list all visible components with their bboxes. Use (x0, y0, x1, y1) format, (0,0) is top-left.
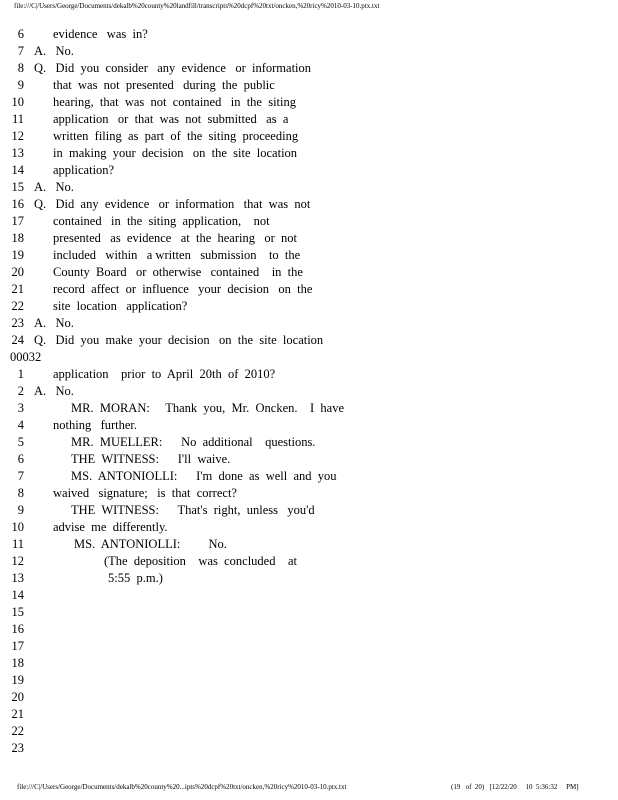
line-text: A. No. (34, 316, 74, 330)
line-number: 23 (11, 741, 24, 755)
line-text: A. No. (34, 44, 74, 58)
line-number: 22 (11, 299, 24, 313)
line-number: 16 (11, 197, 24, 211)
line-text: nothing further. (53, 418, 138, 432)
line-number: 15 (11, 605, 24, 619)
line-number: 11 (11, 537, 24, 551)
line-number: 21 (11, 282, 24, 296)
line-number: 7 (17, 469, 24, 483)
line-text: included within a written submission to the (53, 248, 301, 262)
line-text: record affect or influence your decision on the (53, 282, 313, 296)
line-number: 8 (17, 61, 24, 75)
line-number: 5 (17, 435, 24, 449)
line-number: 9 (17, 503, 24, 517)
line-text: MS. ANTONIOLLI: No. (74, 537, 227, 551)
line-text: application prior to April 20th of 2010? (53, 367, 276, 381)
line-number: 11 (11, 112, 24, 126)
line-text: that was not presented during the public (53, 78, 275, 92)
line-number: 24 (11, 333, 24, 347)
line-text: (The deposition was concluded at (104, 554, 298, 568)
line-text: contained in the siting application, not (53, 214, 270, 228)
file-path-header: file:///C|/Users/George/Documents/dekalb%20county%20landfill/transcripts%20dcpf%20txt/oncken,%20ricy%2010-03-10.ptx.txt (14, 2, 380, 10)
line-number: 20 (11, 265, 24, 279)
line-number: 1 (17, 367, 24, 381)
line-text: waived signature; is that correct? (53, 486, 237, 500)
footer-page-info: (19 of 20) [12/22/20 10 5:36:32 PM] (451, 783, 579, 791)
line-text: presented as evidence at the hearing or not (53, 231, 298, 245)
line-number: 2 (17, 384, 24, 398)
line-number: 18 (11, 656, 24, 670)
line-number: 6 (17, 27, 24, 41)
line-number: 8 (17, 486, 24, 500)
line-number: 19 (11, 248, 24, 262)
line-number: 22 (11, 724, 24, 738)
line-text: THE WITNESS: That's right, unless you'd (71, 503, 315, 517)
line-number: 7 (17, 44, 24, 58)
line-text: MR. MORAN: Thank you, Mr. Oncken. I have (71, 401, 345, 415)
line-number: 17 (11, 639, 24, 653)
line-number: 10 (11, 520, 24, 534)
line-text: MR. MUELLER: No additional questions. (71, 435, 316, 449)
line-text: written filing as part of the siting proceeding (53, 129, 299, 143)
line-text: A. No. (34, 180, 74, 194)
line-number: 18 (11, 231, 24, 245)
line-text: evidence was in? (53, 27, 148, 41)
line-number: 3 (17, 401, 24, 415)
line-number: 6 (17, 452, 24, 466)
line-number: 14 (11, 163, 24, 177)
line-text: application? (53, 163, 115, 177)
line-number: 16 (11, 622, 24, 636)
line-number: 10 (11, 95, 24, 109)
line-text: MS. ANTONIOLLI: I'm done as well and you (71, 469, 337, 483)
line-number: 9 (17, 78, 24, 92)
line-number: 20 (11, 690, 24, 704)
line-text: County Board or otherwise contained in the (53, 265, 303, 279)
line-number: 12 (11, 129, 24, 143)
line-number: 21 (11, 707, 24, 721)
line-text: THE WITNESS: I'll waive. (71, 452, 231, 466)
line-number: 13 (11, 571, 24, 585)
line-number: 15 (11, 180, 24, 194)
line-text: A. No. (34, 384, 74, 398)
line-text: in making your decision on the site location (53, 146, 298, 160)
line-text: advise me differently. (53, 520, 168, 534)
line-text: Q. Did you make your decision on the site location (34, 333, 324, 347)
line-number: 17 (11, 214, 24, 228)
line-text: Q. Did any evidence or information that was not (34, 197, 311, 211)
line-text: Q. Did you consider any evidence or information (34, 61, 312, 75)
line-text: hearing, that was not contained in the siting (53, 95, 297, 109)
line-number: 12 (11, 554, 24, 568)
line-number: 14 (11, 588, 24, 602)
line-number: 13 (11, 146, 24, 160)
line-number: 4 (17, 418, 24, 432)
line-text: site location application? (53, 299, 188, 313)
line-number: 19 (11, 673, 24, 687)
line-text: 5:55 p.m.) (108, 571, 163, 585)
footer-file-path: file:///C|/Users/George/Documents/dekalb%20county%20...ipts%20dcpf%20txt/oncken,%20ricy%2010-03-10.ptx.txt (17, 783, 347, 791)
line-text: application or that was not submitted as a (53, 112, 289, 126)
line-number: 00032 (10, 350, 42, 364)
line-number: 23 (11, 316, 24, 330)
